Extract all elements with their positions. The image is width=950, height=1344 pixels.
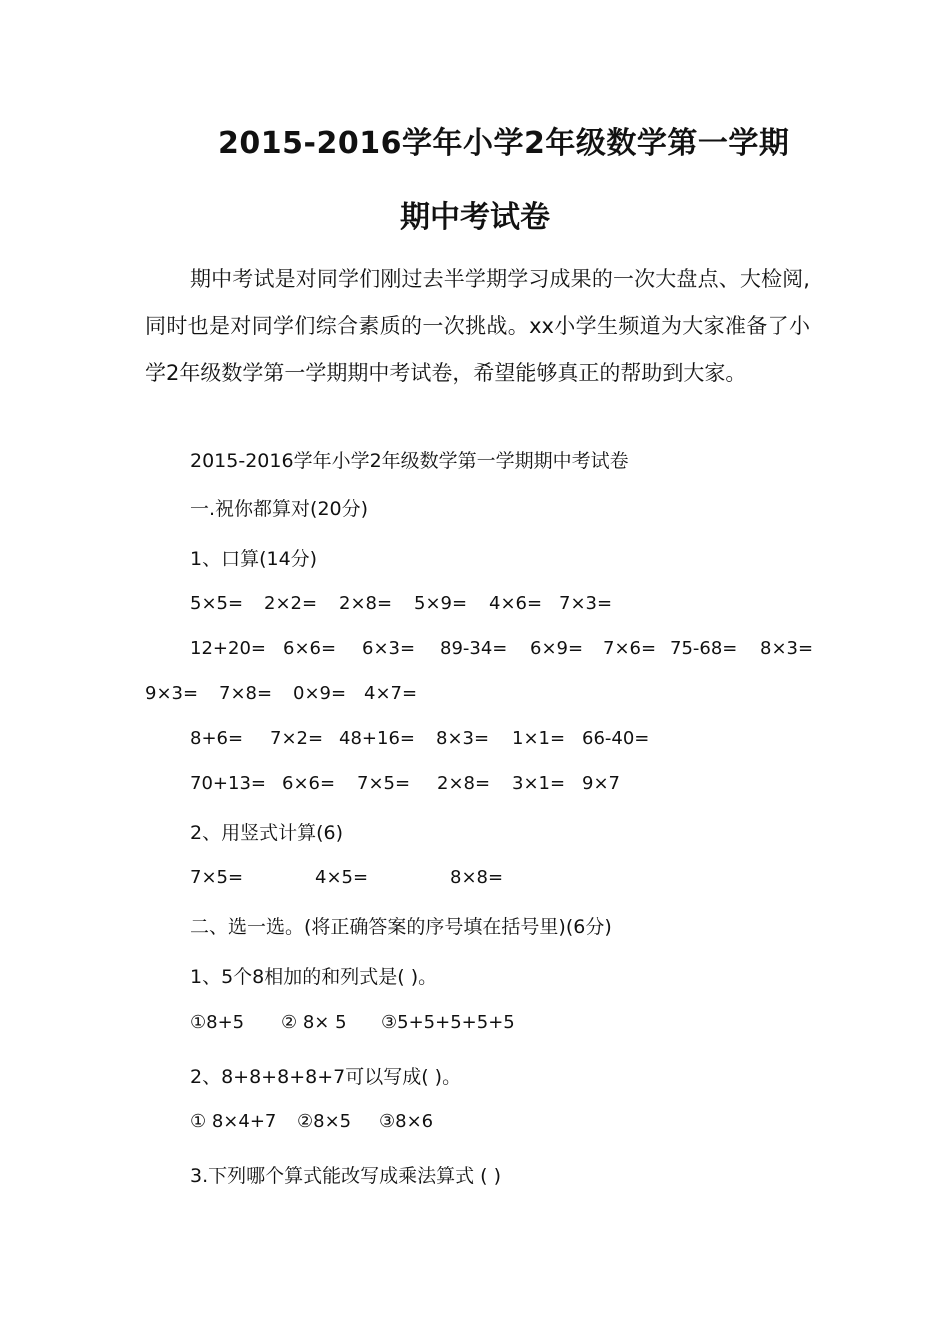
calc-item: 75-68= [670, 638, 738, 659]
calc-item: 7×8= [219, 683, 273, 704]
option-item: ②8×5 [297, 1111, 352, 1132]
calc-item: 8×3= [436, 728, 490, 749]
calc-item: 7×5= [357, 773, 411, 794]
calc-item: 6×3= [362, 638, 416, 659]
document-title-line2: 期中考试卷 [400, 200, 550, 235]
calc-item: 2×2= [264, 593, 318, 614]
calc-item: 7×6= [603, 638, 657, 659]
calc-item: 7×2= [270, 728, 324, 749]
calc-item: 0×9= [293, 683, 347, 704]
part1-heading: 1、口算(14分) [190, 548, 318, 570]
question-3: 3.下列哪个算式能改写成乘法算式 ( ) [190, 1165, 502, 1187]
calc-item: 1×1= [512, 728, 566, 749]
calc-item: 48+16= [339, 728, 415, 749]
calc-item: 8×3= [760, 638, 814, 659]
calc-item: 66-40= [582, 728, 650, 749]
calc-item: 9×3= [145, 683, 199, 704]
section2-heading: 二、选一选。(将正确答案的序号填在括号里)(6分) [190, 916, 612, 938]
calc-item: 9×7 [582, 773, 620, 794]
option-item: ①8+5 [190, 1012, 245, 1033]
calc-item: 7×3= [559, 593, 613, 614]
calc-item: 7×5= [190, 867, 244, 888]
calc-item: 8×8= [450, 867, 504, 888]
document-title-line1: 2015-2016学年小学2年级数学第一学期 [218, 126, 790, 161]
option-item: ② 8× 5 [281, 1012, 347, 1033]
calc-item: 5×9= [414, 593, 468, 614]
calc-item: 6×6= [282, 773, 336, 794]
option-item: ① 8×4+7 [190, 1111, 277, 1132]
calc-item: 6×9= [530, 638, 584, 659]
option-item: ③5+5+5+5+5 [381, 1012, 515, 1033]
section1-heading: 一.祝你都算对(20分) [190, 498, 369, 520]
calc-item: 4×5= [315, 867, 369, 888]
intro-paragraph: 期中考试是对同学们刚过去半学期学习成果的一次大盘点、大检阅,同时也是对同学们综合素质的一次挑战。xx小学生频道为大家准备了小学2年级数学第一学期期中考试卷，希望能够真正的帮助到大家。 [145, 267, 810, 385]
calc-item: 8+6= [190, 728, 244, 749]
calc-item: 6×6= [283, 638, 337, 659]
calc-item: 4×6= [489, 593, 543, 614]
calc-item: 4×7= [364, 683, 418, 704]
calc-item: 5×5= [190, 593, 244, 614]
calc-item: 12+20= [190, 638, 266, 659]
question-2: 2、8+8+8+8+7可以写成( )。 [190, 1066, 462, 1088]
calc-item: 89-34= [440, 638, 508, 659]
option-item: ③8×6 [379, 1111, 434, 1132]
calc-item: 2×8= [339, 593, 393, 614]
calc-item: 2×8= [437, 773, 491, 794]
calc-item: 70+13= [190, 773, 266, 794]
part2-heading: 2、用竖式计算(6) [190, 822, 344, 844]
calc-item: 3×1= [512, 773, 566, 794]
question-1: 1、5个8相加的和列式是( )。 [190, 966, 438, 988]
subtitle: 2015-2016学年小学2年级数学第一学期期中考试卷 [190, 450, 629, 472]
